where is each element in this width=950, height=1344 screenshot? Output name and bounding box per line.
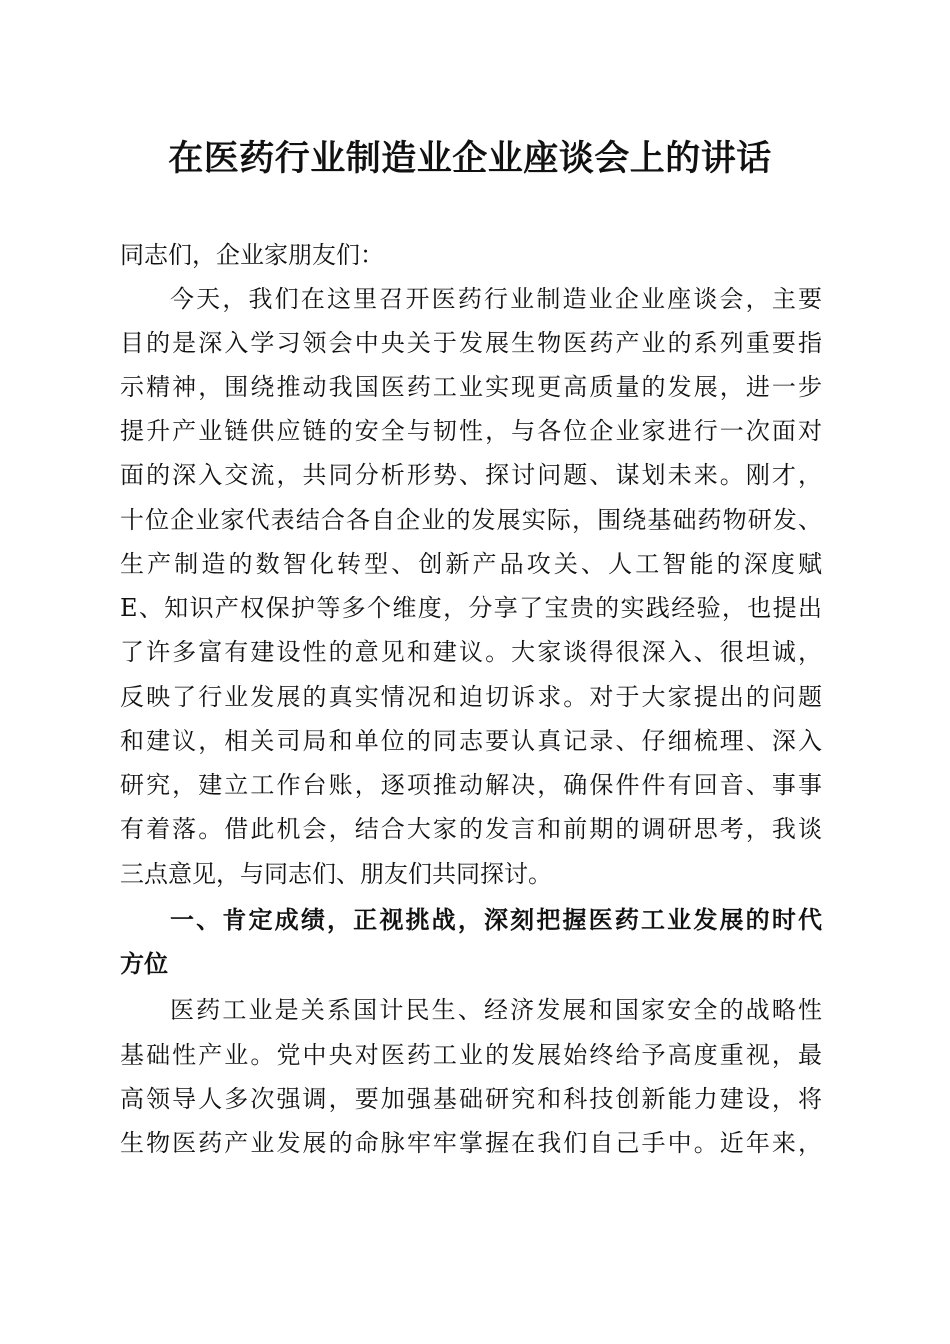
- paragraph-line: 今天，我们在这里召开医药行业制造业企业座谈会，主要: [170, 285, 822, 313]
- paragraph-line: 面的深入交流，共同分析形势、探讨问题、谋划未来。刚才，: [120, 461, 822, 489]
- paragraph-line: 十位企业家代表结合各自企业的发展实际，围绕基础药物研发、: [120, 506, 822, 534]
- paragraph-line: 研究，建立工作台账，逐项推动解决，确保件件有回音、事事: [120, 771, 822, 799]
- document-title: 在医药行业制造业企业座谈会上的讲话: [168, 138, 772, 179]
- paragraph-line: 三点意见，与同志们、朋友们共同探讨。: [120, 860, 552, 888]
- paragraph-line: 有着落。借此机会，结合大家的发言和前期的调研思考，我谈: [120, 815, 822, 843]
- paragraph-line: 示精神，围绕推动我国医药工业实现更高质量的发展，进一步: [120, 373, 822, 401]
- salutation: 同志们，企业家朋友们：: [120, 241, 384, 269]
- section-heading: 方位: [120, 950, 168, 978]
- paragraph-line: 反映了行业发展的真实情况和迫切诉求。对于大家提出的问题: [120, 683, 822, 711]
- paragraph-line: 生产制造的数智化转型、创新产品攻关、人工智能的深度赋: [120, 550, 822, 578]
- paragraph-line: 目的是深入学习领会中央关于发展生物医药产业的系列重要指: [120, 329, 822, 357]
- section-heading: 一、肯定成绩，正视挑战，深刻把握医药工业发展的时代: [170, 906, 822, 934]
- paragraph-line: 医药工业是关系国计民生、经济发展和国家安全的战略性: [170, 996, 822, 1024]
- paragraph-line: E、知识产权保护等多个维度，分享了宝贵的实践经验，也提出: [120, 594, 822, 622]
- paragraph-line: 高领导人多次强调，要加强基础研究和科技创新能力建设，将: [120, 1085, 822, 1113]
- paragraph-line: 和建议，相关司局和单位的同志要认真记录、仔细梳理、深入: [120, 727, 822, 755]
- paragraph-line: 基础性产业。党中央对医药工业的发展始终给予高度重视，最: [120, 1041, 822, 1069]
- paragraph-line: 提升产业链供应链的安全与韧性，与各位企业家进行一次面对: [120, 417, 822, 445]
- paragraph-line: 生物医药产业发展的命脉牢牢掌握在我们自己手中。近年来，: [120, 1129, 822, 1157]
- paragraph-line: 了许多富有建设性的意见和建议。大家谈得很深入、很坦诚，: [120, 638, 822, 666]
